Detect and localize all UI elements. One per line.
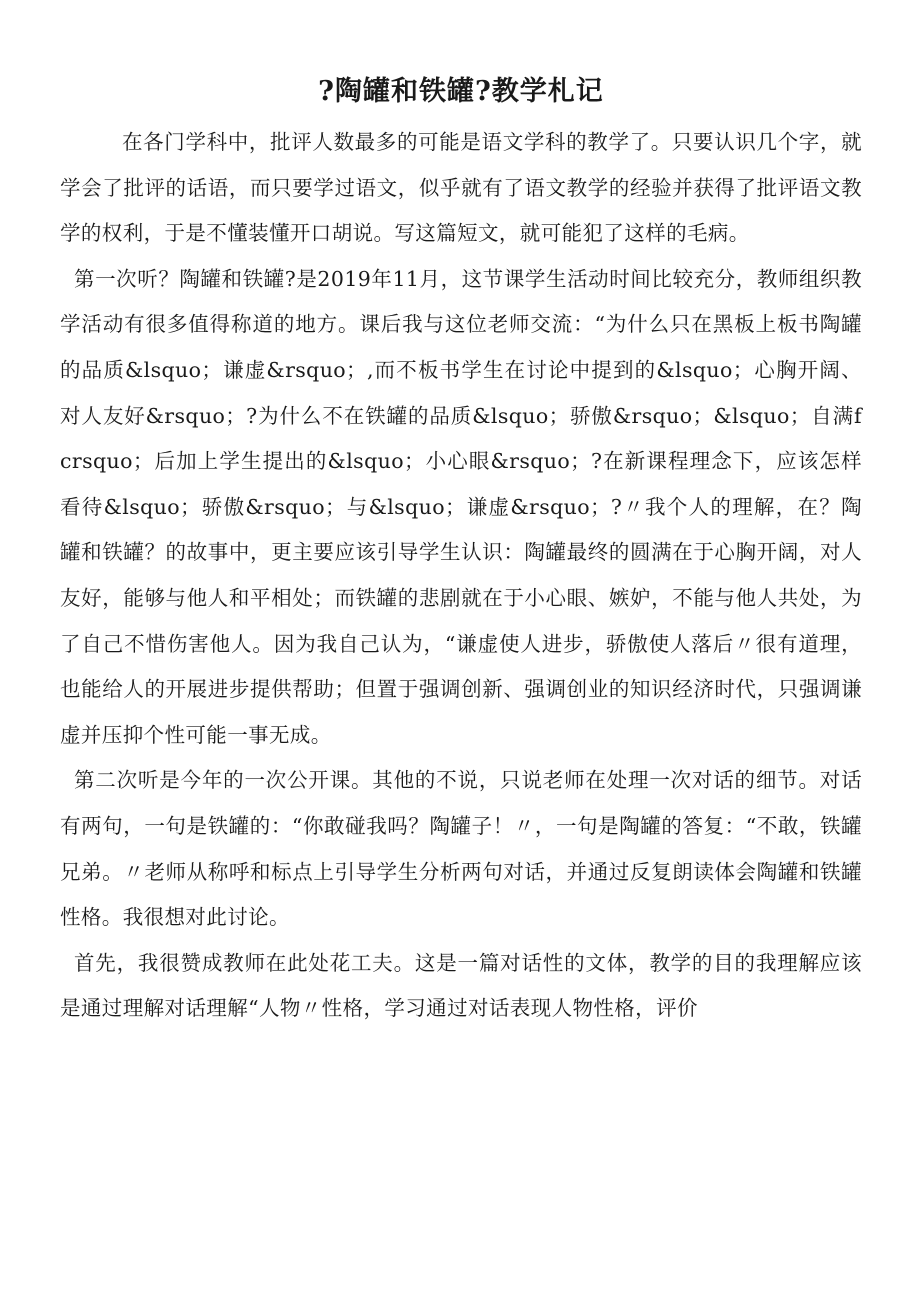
document-title: ?陶罐和铁罐?教学札记 bbox=[318, 76, 604, 107]
paragraph-first-lesson: 第一次听？陶罐和铁罐?是2019年11月，这节课学生活动时间比较充分，教师组织教学活动有很多值得称道的地方。课后我与这位老师交流：“为什么只在黑板上板书陶罐的品质&lsquo；谦虚&rsquo；,而不板书学生在讨论中提到的&lsquo；心胸开阔、对人友好&rsquo；?为什么不在铁罐的品质&lsquo；骄傲&rsquo；&lsquo；自满fcrsquo；后加上学生提出的&lsquo；小心眼&rsquo；?在新课程理念下，应该怎样看待&lsquo；骄傲&rsquo；与&lsquo；谦虚&rsquo；?〃我个人的理解，在？陶罐和铁罐？的故事中，更主要应该引导学生认识：陶罐最终的圆满在于心胸开阔，对人友好，能够与他人和平相处；而铁罐的悲剧就在于小心眼、嫉妒，不能与他人共处，为了自己不惜伤害他人。因为我自己认为，“谦虚使人进步，骄傲使人落后〃很有道理，也能给人的开展进步提供帮助；但置于强调创新、强调创业的知识经济时代，只强调谦虚并压抑个性可能一事无成。 bbox=[60, 266, 862, 747]
paragraph-analysis: 首先，我很赞成教师在此处花工夫。这是一篇对话性的文体，教学的目的我理解应该是通过理解对话理解“人物〃性格，学习通过对话表现人物性格，评价 bbox=[60, 950, 862, 1021]
paragraph-intro: 在各门学科中，批评人数最多的可能是语文学科的教学了。只要认识几个字，就学会了批评的话语，而只要学过语文，似乎就有了语文教学的经验并获得了批评语文教学的权利，于是不懂装懂开口胡说。写这篇短文，就可能犯了这样的毛病。 bbox=[60, 130, 862, 246]
paragraph-second-lesson: 第二次听是今年的一次公开课。其他的不说，只说老师在处理一次对话的细节。对话有两句，一句是铁罐的：“你敢碰我吗？陶罐子！〃，一句是陶罐的答复：“不敢，铁罐兄弟。〃老师从称呼和标点上引导学生分析两句对话，并通过反复朗读体会陶罐和铁罐性格。我很想对此讨论。 bbox=[60, 768, 862, 930]
